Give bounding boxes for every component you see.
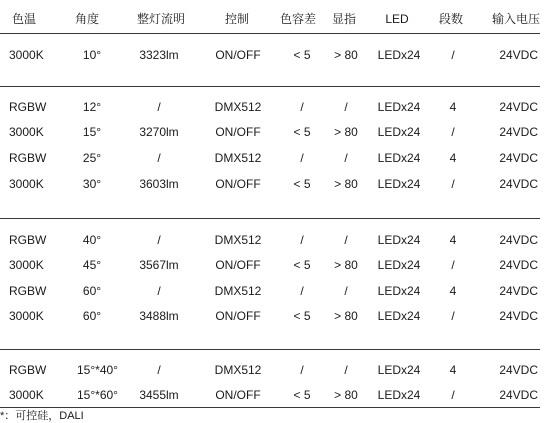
table-row <box>0 47 555 63</box>
cell-luminous-flux: 3567lm <box>139 258 179 272</box>
header-beam-angle: 角度 <box>74 12 99 26</box>
group-divider <box>0 349 540 350</box>
cell-led: LEDx24 <box>377 258 421 272</box>
cell-cri: > 80 <box>334 309 358 323</box>
cell-input-voltage: 24VDC <box>499 125 538 139</box>
cell-cri: / <box>344 284 348 298</box>
header-cri: 显指 <box>331 12 356 26</box>
cell-led: LEDx24 <box>377 309 421 323</box>
cell-sdcm: < 5 <box>293 309 311 323</box>
header-control: 控制 <box>224 12 249 26</box>
cell-cri: > 80 <box>334 48 358 62</box>
cell-input-voltage: 24VDC <box>499 258 538 272</box>
cell-cri: / <box>344 151 348 165</box>
cell-color-temp: RGBW <box>9 233 47 247</box>
cell-cri: > 80 <box>334 258 358 272</box>
cell-beam-angle: 45° <box>82 258 102 272</box>
cell-segments: 4 <box>449 233 457 247</box>
cell-color-temp: 3000K <box>9 48 44 62</box>
cell-segments: 4 <box>449 363 457 377</box>
table-row <box>0 257 555 273</box>
cell-segments: 4 <box>449 100 457 114</box>
cell-sdcm: / <box>300 100 304 114</box>
cell-sdcm: < 5 <box>293 125 311 139</box>
header-color-temp: 色温 <box>12 12 37 26</box>
cell-beam-angle: 15°*60° <box>77 388 118 402</box>
cell-control: DMX512 <box>214 100 262 114</box>
group-divider <box>0 86 540 87</box>
footnote: *：可控硅，DALI <box>0 410 84 422</box>
cell-beam-angle: 60° <box>82 309 102 323</box>
cell-segments: 4 <box>449 284 457 298</box>
table-row <box>0 124 555 140</box>
cell-input-voltage: 24VDC <box>499 363 538 377</box>
cell-color-temp: 3000K <box>9 258 44 272</box>
cell-luminous-flux: / <box>157 233 161 247</box>
cell-control: DMX512 <box>214 151 262 165</box>
cell-led: LEDx24 <box>377 125 421 139</box>
cell-beam-angle: 30° <box>82 177 102 191</box>
cell-cri: > 80 <box>334 125 358 139</box>
cell-beam-angle: 15° <box>82 125 102 139</box>
cell-color-temp: 3000K <box>9 177 44 191</box>
cell-sdcm: / <box>300 284 304 298</box>
cell-beam-angle: 15°*40° <box>77 363 118 377</box>
cell-led: LEDx24 <box>377 233 421 247</box>
table-row <box>0 99 555 115</box>
cell-color-temp: RGBW <box>9 151 47 165</box>
cell-cri: > 80 <box>334 388 358 402</box>
cell-segments: / <box>451 258 455 272</box>
header-luminous-flux: 整灯流明 <box>136 12 185 26</box>
cell-color-temp: RGBW <box>9 100 47 114</box>
cell-control: ON/OFF <box>215 125 261 139</box>
cell-luminous-flux: / <box>157 100 161 114</box>
cell-control: ON/OFF <box>215 177 261 191</box>
cell-led: LEDx24 <box>377 177 421 191</box>
cell-beam-angle: 25° <box>82 151 102 165</box>
cell-input-voltage: 24VDC <box>499 284 538 298</box>
cell-control: ON/OFF <box>215 309 261 323</box>
table-row <box>0 283 555 299</box>
cell-led: LEDx24 <box>377 48 421 62</box>
cell-luminous-flux: 3603lm <box>139 177 179 191</box>
cell-color-temp: 3000K <box>9 125 44 139</box>
cell-control: DMX512 <box>214 363 262 377</box>
group-divider <box>0 407 540 408</box>
cell-color-temp: 3000K <box>9 388 44 402</box>
header-sdcm: 色容差 <box>279 12 316 26</box>
cell-sdcm: < 5 <box>293 388 311 402</box>
header-segments: 段数 <box>438 12 463 26</box>
cell-luminous-flux: / <box>157 284 161 298</box>
cell-control: ON/OFF <box>215 48 261 62</box>
cell-beam-angle: 10° <box>82 48 102 62</box>
cell-segments: / <box>451 48 455 62</box>
table-row <box>0 308 555 324</box>
table-row <box>0 362 555 378</box>
cell-input-voltage: 24VDC <box>499 48 538 62</box>
cell-control: ON/OFF <box>215 388 261 402</box>
cell-input-voltage: 24VDC <box>499 233 538 247</box>
cell-color-temp: RGBW <box>9 284 47 298</box>
cell-luminous-flux: / <box>157 363 161 377</box>
cell-beam-angle: 40° <box>82 233 102 247</box>
cell-input-voltage: 24VDC <box>499 309 538 323</box>
cell-luminous-flux: 3488lm <box>139 309 179 323</box>
cell-segments: 4 <box>449 151 457 165</box>
cell-luminous-flux: / <box>157 151 161 165</box>
cell-control: DMX512 <box>214 284 262 298</box>
table-row <box>0 232 555 248</box>
cell-luminous-flux: 3323lm <box>139 48 179 62</box>
cell-sdcm: / <box>300 151 304 165</box>
cell-input-voltage: 24VDC <box>499 151 538 165</box>
cell-luminous-flux: 3270lm <box>139 125 179 139</box>
cell-segments: / <box>451 388 455 402</box>
table-row <box>0 176 555 192</box>
cell-input-voltage: 24VDC <box>499 100 538 114</box>
cell-color-temp: 3000K <box>9 309 44 323</box>
cell-sdcm: < 5 <box>293 48 311 62</box>
cell-sdcm: < 5 <box>293 177 311 191</box>
cell-input-voltage: 24VDC <box>499 388 538 402</box>
cell-sdcm: / <box>300 363 304 377</box>
cell-sdcm: / <box>300 233 304 247</box>
cell-segments: / <box>451 309 455 323</box>
cell-cri: / <box>344 233 348 247</box>
cell-led: LEDx24 <box>377 151 421 165</box>
cell-sdcm: < 5 <box>293 258 311 272</box>
cell-luminous-flux: 3455lm <box>139 388 179 402</box>
cell-cri: / <box>344 363 348 377</box>
cell-led: LEDx24 <box>377 388 421 402</box>
cell-input-voltage: 24VDC <box>499 177 538 191</box>
group-divider <box>0 33 540 34</box>
group-divider <box>0 218 540 219</box>
cell-led: LEDx24 <box>377 284 421 298</box>
header-input-voltage: 输入电压 <box>491 12 540 26</box>
cell-control: ON/OFF <box>215 258 261 272</box>
cell-segments: / <box>451 125 455 139</box>
table-row <box>0 387 555 403</box>
table-header <box>0 9 555 29</box>
header-led: LED <box>385 12 409 26</box>
cell-cri: > 80 <box>334 177 358 191</box>
cell-control: DMX512 <box>214 233 262 247</box>
cell-cri: / <box>344 100 348 114</box>
cell-color-temp: RGBW <box>9 363 47 377</box>
cell-led: LEDx24 <box>377 100 421 114</box>
cell-led: LEDx24 <box>377 363 421 377</box>
cell-beam-angle: 12° <box>82 100 102 114</box>
cell-beam-angle: 60° <box>82 284 102 298</box>
table-row <box>0 150 555 166</box>
cell-segments: / <box>451 177 455 191</box>
